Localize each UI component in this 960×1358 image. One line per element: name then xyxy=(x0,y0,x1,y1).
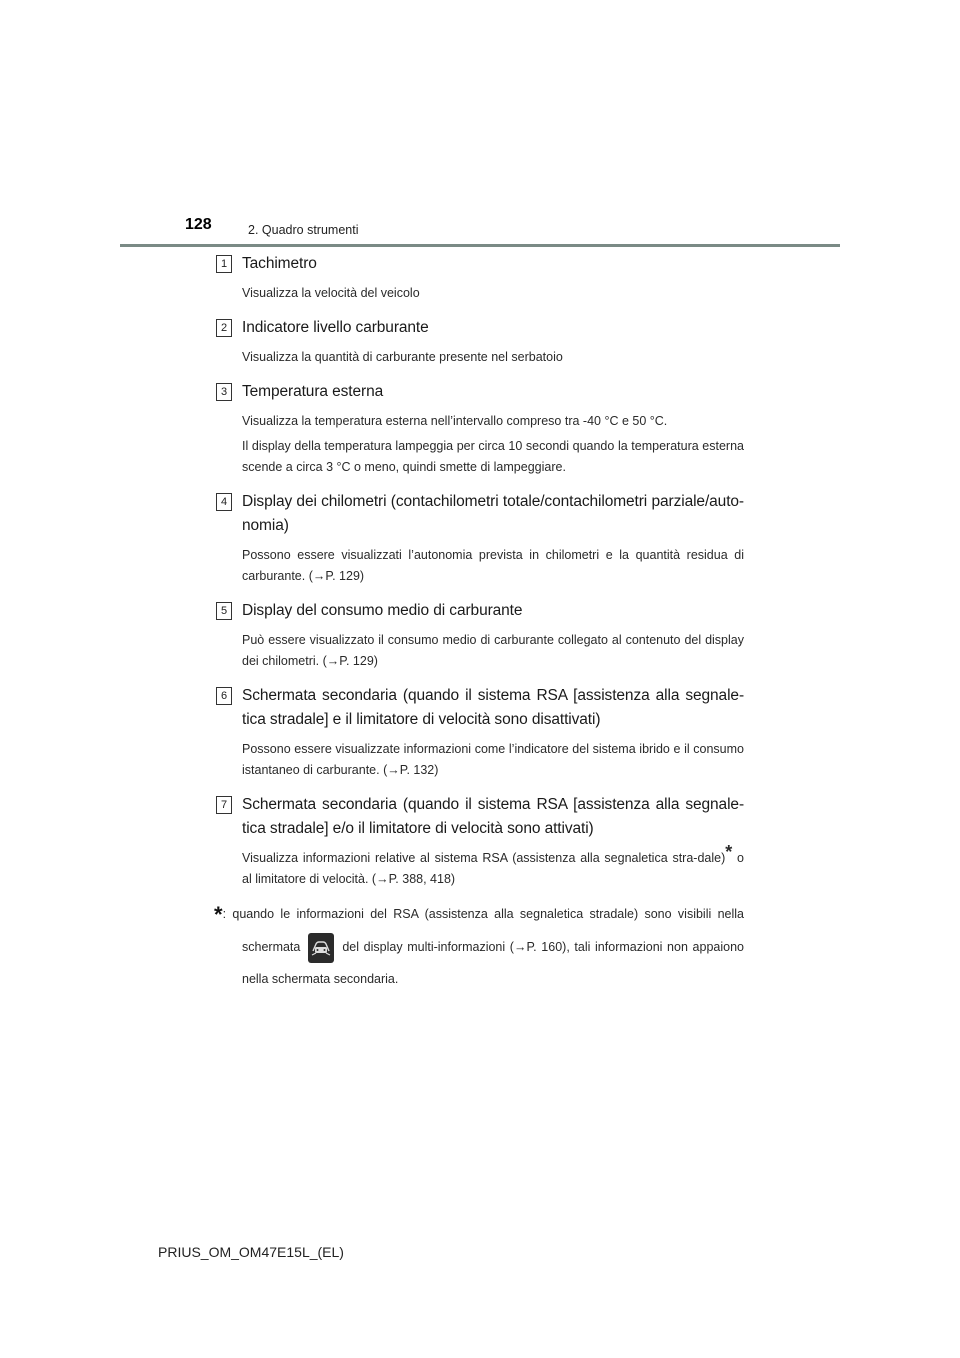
item-number-badge: 1 xyxy=(216,255,232,273)
footnote-text: del display multi-informazioni (→P. 160), tali informazioni non appaiono nella schermata secondaria. xyxy=(242,940,744,986)
list-item xyxy=(214,684,744,781)
header-rule xyxy=(120,244,840,247)
item-desc-text-part: o al limitatore di velocità. (→P. 388, 418) xyxy=(242,851,744,886)
item-desc-text xyxy=(242,842,744,890)
item-desc-text: Può essere visualizzato il consumo medio di carburante collegato al contenuto del display dei chilometri. (→P. 129) xyxy=(242,633,744,668)
item-title: Tachimetro xyxy=(242,255,317,272)
vehicle-info-screen-icon xyxy=(308,933,334,963)
item-description xyxy=(242,283,744,304)
item-description xyxy=(242,411,744,478)
list-item xyxy=(214,252,744,304)
item-desc-text: Possono essere visualizzate informazioni come l’indicatore del sistema ibrido e il consumo istantaneo di carburante. (→P. 132) xyxy=(242,742,744,777)
item-title: Schermata secondaria (quando il sistema RSA [assistenza alla segnale-tica stradale] e il limitatore di velocità sono disattivati) xyxy=(242,687,744,728)
item-desc-text-part: Visualizza informazioni relative al sistema RSA (assistenza alla segnaletica stra-dale) xyxy=(242,851,726,865)
footnote-text: : quando le informazioni del RSA (assistenza alla segnaletica stradale) sono visibili nella schermata xyxy=(222,907,744,954)
item-desc-text: Possono essere visualizzati l’autonomia prevista in chilometri e la quantità residua di carburante. (→P. 129) xyxy=(242,548,744,583)
footnote-marker: * xyxy=(725,842,733,862)
item-number-badge: 7 xyxy=(216,796,232,814)
list-item xyxy=(214,599,744,672)
content xyxy=(214,252,744,995)
item-number-badge: 3 xyxy=(216,383,232,401)
item-desc-text: Visualizza la velocità del veicolo xyxy=(242,286,420,300)
item-title: Indicatore livello carburante xyxy=(242,319,429,336)
item-description xyxy=(242,545,744,587)
list-item xyxy=(214,380,744,478)
item-description xyxy=(242,630,744,672)
item-title: Display dei chilometri (contachilometri totale/contachilometri parziale/auto-nomia) xyxy=(242,493,744,534)
list-item xyxy=(214,793,744,890)
footnote-star: * xyxy=(214,902,223,927)
item-desc-text: Visualizza la quantità di carburante presente nel serbatoio xyxy=(242,350,563,364)
document-code: PRIUS_OM_OM47E15L_(EL) xyxy=(158,1244,344,1260)
list-item xyxy=(214,316,744,368)
item-desc-text: Il display della temperatura lampeggia per circa 10 secondi quando la temperatura esterna scende a circa 3 °C o meno, quindi smette di lampeggiare. xyxy=(242,439,744,474)
item-description xyxy=(242,347,744,368)
item-description xyxy=(242,842,744,890)
list-item xyxy=(214,490,744,587)
item-number-badge: 4 xyxy=(216,493,232,511)
item-title: Schermata secondaria (quando il sistema RSA [assistenza alla segnale-tica stradale] e/o il limitatore di velocità sono attivati) xyxy=(242,796,744,837)
item-number-badge: 6 xyxy=(216,687,232,705)
item-desc-text: Visualizza la temperatura esterna nell’intervallo compreso tra -40 °C e 50 °C. xyxy=(242,414,668,428)
item-title: Temperatura esterna xyxy=(242,383,384,400)
item-title: Display del consumo medio di carburante xyxy=(242,602,523,619)
footnote xyxy=(214,898,744,995)
page-number: 128 xyxy=(185,216,212,233)
item-description xyxy=(242,739,744,781)
section-title: 2. Quadro strumenti xyxy=(248,223,359,237)
item-number-badge: 2 xyxy=(216,319,232,337)
item-number-badge: 5 xyxy=(216,602,232,620)
